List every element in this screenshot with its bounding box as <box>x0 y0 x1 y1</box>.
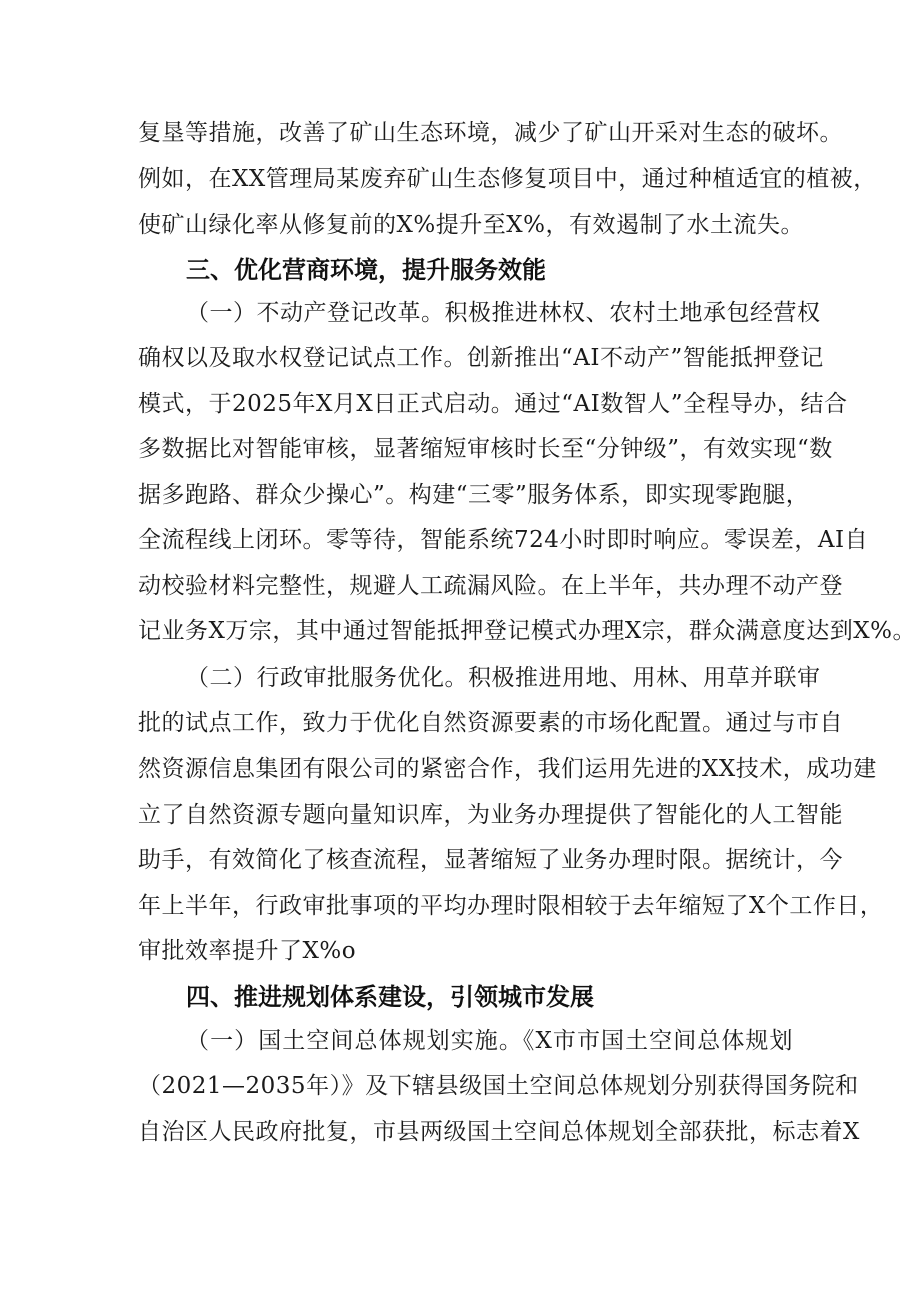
text-line: 复垦等措施，改善了矿山生态环境，减少了矿山开采对生态的破坏。 <box>138 120 843 146</box>
section-heading: 三、优化营商环境，提升服务效能 <box>186 256 546 284</box>
text-line: （二）行政审批服务优化。积极推进用地、用林、用草并联审 <box>186 665 821 691</box>
text-line: 审批效率提升了X%o <box>138 938 357 964</box>
text-line: 立了自然资源专题向量知识库，为业务办理提供了智能化的人工智能 <box>138 802 843 828</box>
text-line: 例如，在XX管理局某废弃矿山生态修复项目中，通过种植适宜的植被， <box>138 166 877 192</box>
text-line: 全流程线上闭环。零等待，智能系统724小时即时响应。零误差，AI自 <box>138 527 869 553</box>
text-line: 助手，有效简化了核查流程，显著缩短了业务办理时限。据统计，今 <box>138 847 843 873</box>
text-line: 据多跑路、群众少操心”。构建“三零”服务体系，即实现零跑腿， <box>138 482 810 508</box>
text-line: （2021—2035年）》及下辖县级国土空间总体规划分别获得国务院和 <box>138 1073 859 1099</box>
text-line: 记业务X万宗，其中通过智能抵押登记模式办理X宗，群众满意度达到X%。 <box>138 618 916 644</box>
text-line: 年上半年，行政审批事项的平均办理时限相较于去年缩短了X个工作日， <box>138 893 884 919</box>
text-line: 模式，于2025年X月X日正式启动。通过“AI数智人”全程导办，结合 <box>138 391 848 417</box>
text-line: （一）国土空间总体规划实施。《X市市国土空间总体规划 <box>186 1028 793 1054</box>
text-line: 批的试点工作，致力于优化自然资源要素的市场化配置。通过与市自 <box>138 710 843 736</box>
text-line: （一）不动产登记改革。积极推进林权、农村土地承包经营权 <box>186 300 821 326</box>
text-line: 动校验材料完整性，规避人工疏漏风险。在上半年，共办理不动产登 <box>138 573 843 599</box>
text-line: 使矿山绿化率从修复前的X%提升至X%，有效遏制了水土流失。 <box>138 212 804 238</box>
text-line: 多数据比对智能审核，显著缩短审核时长至“分钟级”，有效实现“数 <box>138 436 833 462</box>
text-line: 然资源信息集团有限公司的紧密合作，我们运用先进的XX技术，成功建 <box>138 756 877 782</box>
section-heading: 四、推进规划体系建设，引领城市发展 <box>186 983 594 1011</box>
text-line: 确权以及取水权登记试点工作。创新推出“AI不动产”智能抵押登记 <box>138 345 824 371</box>
text-line: 自治区人民政府批复，市县两级国土空间总体规划全部获批，标志着X <box>138 1119 860 1145</box>
